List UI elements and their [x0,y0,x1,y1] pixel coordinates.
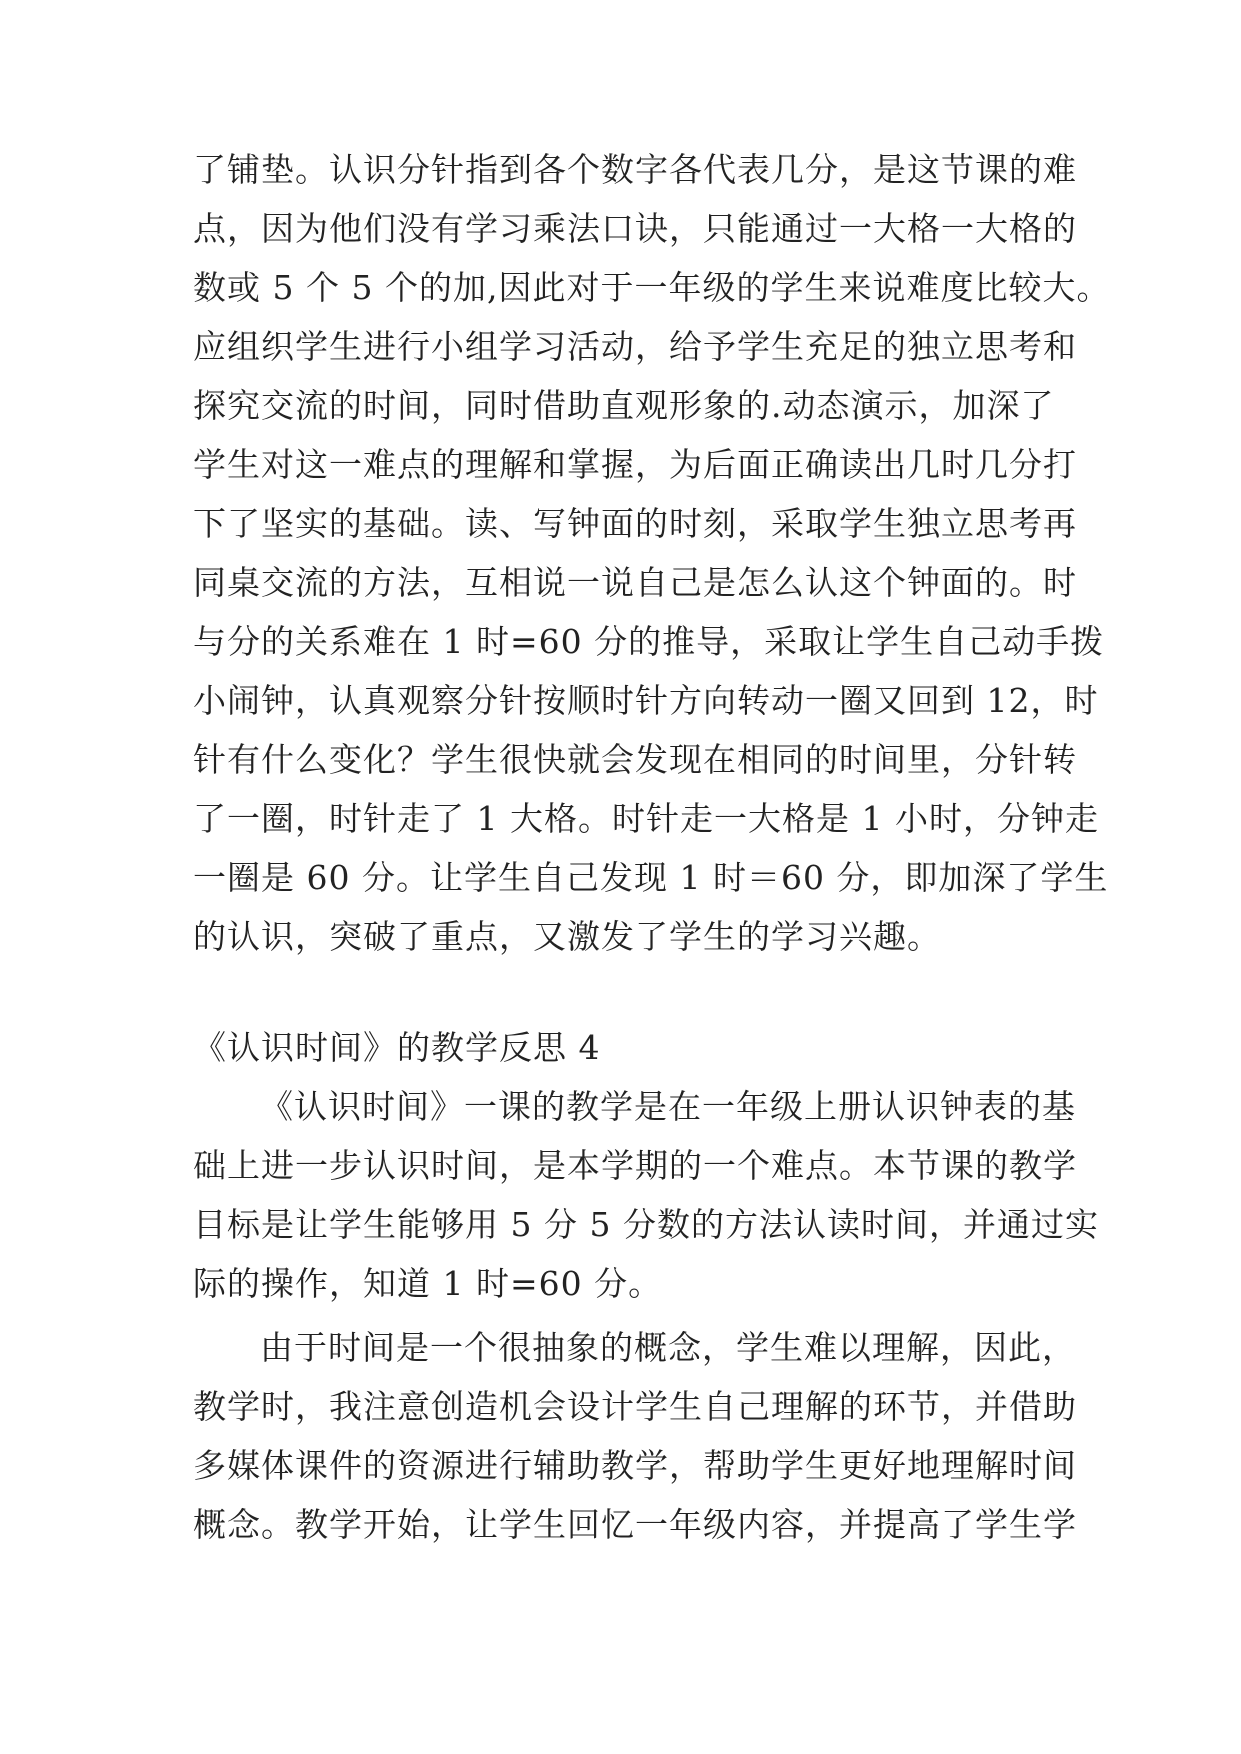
paragraph-line: 探究交流的时间，同时借助直观形象的.动态演示，加深了 [193,386,1055,425]
paragraph-line: 下了坚实的基础。读、写钟面的时刻，采取学生独立思考再 [193,504,1077,543]
paragraph-line: 了一圈，时针走了 1 大格。时针走一大格是 1 小时，分钟走 [193,799,1099,838]
paragraph-line: 应组织学生进行小组学习活动，给予学生充足的独立思考和 [193,327,1077,366]
paragraph-line: 目标是让学生能够用 5 分 5 分数的方法认读时间，并通过实 [193,1205,1099,1244]
paragraph-line: 与分的关系难在 1 时=60 分的推导，采取让学生自己动手拨 [193,622,1105,661]
paragraph-line: 同桌交流的方法，互相说一说自己是怎么认这个钟面的。时 [193,563,1077,602]
paragraph-line: 的认识，突破了重点，又激发了学生的学习兴趣。 [193,917,941,956]
paragraph-line: 数或 5 个 5 个的加,因此对于一年级的学生来说难度比较大。 [193,268,1111,307]
paragraph-line: 教学时，我注意创造机会设计学生自己理解的环节，并借助 [193,1387,1077,1426]
paragraph-line: 《认识时间》一课的教学是在一年级上册认识钟表的基 [260,1087,1076,1126]
paragraph-line: 针有什么变化？学生很快就会发现在相同的时间里，分针转 [193,740,1077,779]
paragraph-line: 础上进一步认识时间，是本学期的一个难点。本节课的教学 [193,1146,1077,1185]
paragraph-line: 由于时间是一个很抽象的概念，学生难以理解，因此， [260,1328,1076,1367]
paragraph-line: 学生对这一难点的理解和掌握，为后面正确读出几时几分打 [193,445,1077,484]
paragraph-line: 多媒体课件的资源进行辅助教学，帮助学生更好地理解时间 [193,1446,1077,1485]
section-title: 《认识时间》的教学反思 4 [193,1028,601,1067]
paragraph-line: 际的操作，知道 1 时=60 分。 [193,1264,663,1303]
paragraph-line: 概念。教学开始，让学生回忆一年级内容，并提高了学生学 [193,1505,1077,1544]
paragraph-line: 点，因为他们没有学习乘法口诀，只能通过一大格一大格的 [193,209,1077,248]
paragraph-line: 了铺垫。认识分针指到各个数字各代表几分，是这节课的难 [193,150,1077,189]
paragraph-line: 小闹钟，认真观察分针按顺时针方向转动一圈又回到 12，时 [193,681,1099,720]
paragraph-line: 一圈是 60 分。让学生自己发现 1 时＝60 分，即加深了学生 [193,858,1109,897]
